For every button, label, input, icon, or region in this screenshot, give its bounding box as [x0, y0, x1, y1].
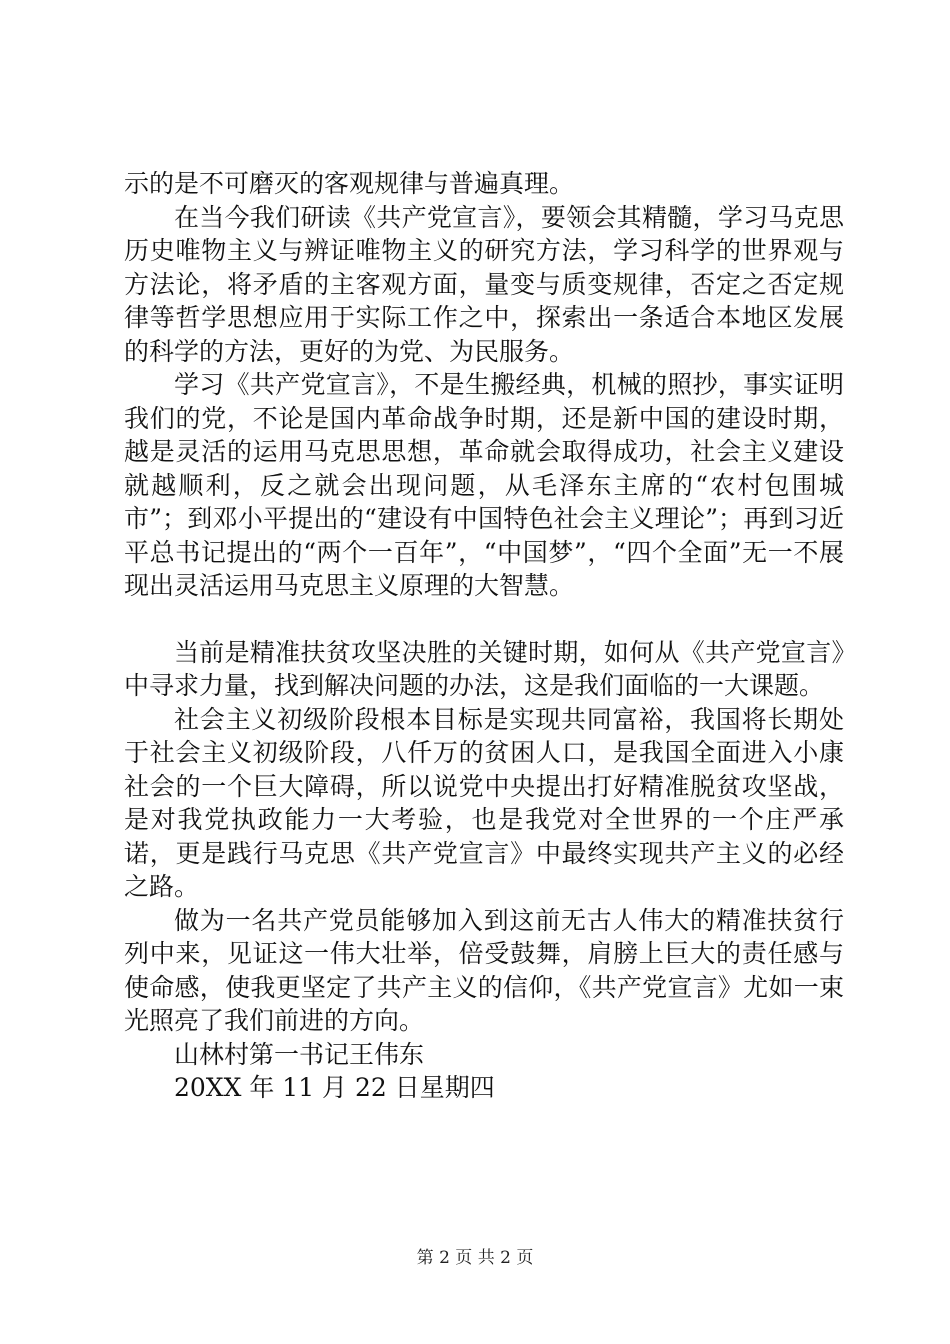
paragraph: 当前是精准扶贫攻坚决胜的关键时期，如何从《共产党宣言》中寻求力量，找到解决问题的办法，这是我们面临的一大课题。 [124, 637, 844, 700]
document-body [124, 167, 844, 1105]
paragraph: 学习《共产党宣言》，不是生搬经典，机械的照抄，事实证明我们的党，不论是国内革命战争时期，还是新中国的建设时期，越是灵活的运用马克思思想，革命就会取得成功，社会主义建设就越顺利，反之就会出现问题，从毛泽东主席的“农村包围城市”；到邓小平提出的“建设有中国特色社会主义理论”；再到习近平总书记提出的“两个一百年”，“中国梦”，“四个全面”无一不展现出灵活运用马克思主义原理的大智慧。 [124, 370, 844, 600]
paragraph-gap [124, 603, 844, 636]
paragraph: 社会主义初级阶段根本目标是实现共同富裕，我国将长期处于社会主义初级阶段，八仟万的贫困人口，是我国全面进入小康社会的一个巨大障碍，所以说党中央提出打好精准脱贫攻坚战，是对我党执政能力一大考验，也是我党对全世界的一个庄严承诺，更是践行马克思《共产党宣言》中最终实现共产主义的必经之路。 [124, 704, 844, 901]
date-line: 20XX 年 11 月 22 日星期四 [174, 1073, 495, 1102]
paragraph: 做为一名共产党员能够加入到这前无古人伟大的精准扶贫行列中来，见证这一伟大壮举，倍受鼓舞，肩膀上巨大的责任感与使命感，使我更坚定了共产主义的信仰，《共产党宣言》尤如一束光照亮了我们前进的方向。 [124, 905, 844, 1035]
signature: 山林村第一书记王伟东 [174, 1039, 425, 1069]
page-number-footer: 第 2 页 共 2 页 [416, 1248, 534, 1268]
paragraph: 在当今我们研读《共产党宣言》，要领会其精髓，学习马克思历史唯物主义与辨证唯物主义的研究方法，学习科学的世界观与方法论，将矛盾的主客观方面，量变与质变规律，否定之否定规律等哲学思想应用于实际工作之中，探索出一条适合本地区发展的科学的方法，更好的为党、为民服务。 [124, 202, 844, 366]
paragraph-continuation: 示的是不可磨灭的客观规律与普遍真理。 [124, 169, 575, 198]
